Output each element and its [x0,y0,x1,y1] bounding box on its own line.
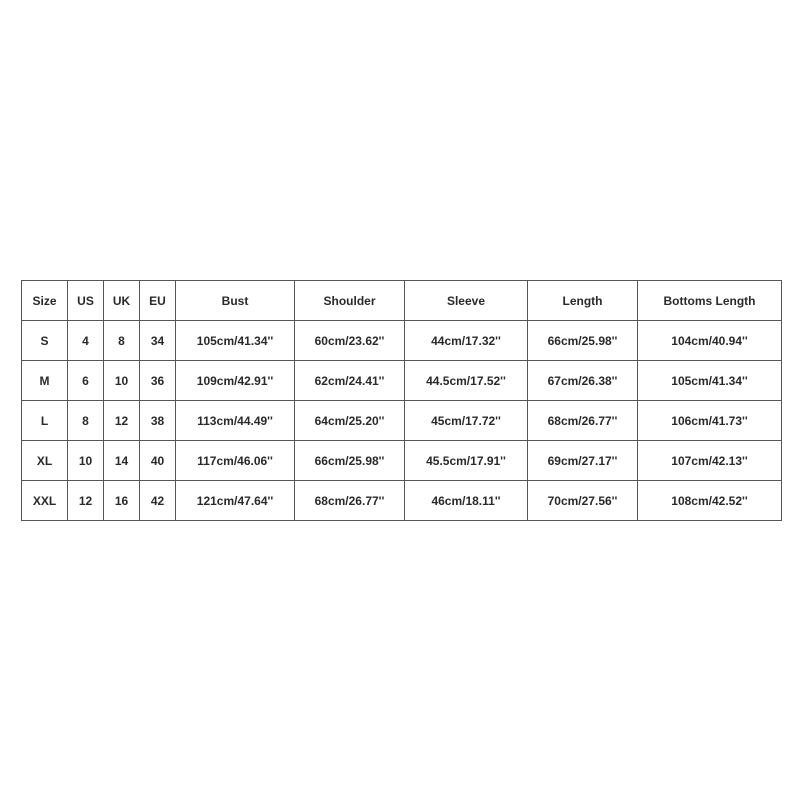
header-row [22,281,782,321]
cell-us: 4 [68,321,104,361]
cell-us: 6 [68,361,104,401]
cell-shoulder: 64cm/25.20'' [295,401,405,441]
cell-shoulder: 60cm/23.62'' [295,321,405,361]
cell-bottoms-length: 105cm/41.34'' [638,361,782,401]
cell-us: 12 [68,481,104,521]
table-row [22,481,782,521]
cell-sleeve: 46cm/18.11'' [405,481,528,521]
cell-shoulder: 68cm/26.77'' [295,481,405,521]
cell-length: 69cm/27.17'' [528,441,638,481]
header-uk: UK [104,281,140,321]
header-length: Length [528,281,638,321]
cell-bust: 105cm/41.34'' [176,321,295,361]
cell-eu: 36 [140,361,176,401]
cell-size: XL [22,441,68,481]
header-shoulder: Shoulder [295,281,405,321]
cell-bottoms-length: 107cm/42.13'' [638,441,782,481]
cell-bust: 121cm/47.64'' [176,481,295,521]
header-sleeve: Sleeve [405,281,528,321]
cell-length: 66cm/25.98'' [528,321,638,361]
cell-shoulder: 62cm/24.41'' [295,361,405,401]
cell-us: 10 [68,441,104,481]
table-row [22,361,782,401]
cell-bust: 109cm/42.91'' [176,361,295,401]
header-bottoms-length: Bottoms Length [638,281,782,321]
cell-bottoms-length: 106cm/41.73'' [638,401,782,441]
header-size: Size [22,281,68,321]
header-eu: EU [140,281,176,321]
cell-uk: 14 [104,441,140,481]
cell-us: 8 [68,401,104,441]
table-row [22,441,782,481]
cell-eu: 40 [140,441,176,481]
cell-uk: 8 [104,321,140,361]
cell-length: 68cm/26.77'' [528,401,638,441]
cell-sleeve: 44cm/17.32'' [405,321,528,361]
header-bust: Bust [176,281,295,321]
cell-uk: 12 [104,401,140,441]
cell-bust: 117cm/46.06'' [176,441,295,481]
cell-size: S [22,321,68,361]
table-row [22,321,782,361]
cell-eu: 34 [140,321,176,361]
cell-size: M [22,361,68,401]
cell-size: XXL [22,481,68,521]
cell-length: 70cm/27.56'' [528,481,638,521]
cell-eu: 38 [140,401,176,441]
table-row [22,401,782,441]
cell-bottoms-length: 104cm/40.94'' [638,321,782,361]
cell-bust: 113cm/44.49'' [176,401,295,441]
cell-bottoms-length: 108cm/42.52'' [638,481,782,521]
cell-sleeve: 44.5cm/17.52'' [405,361,528,401]
cell-shoulder: 66cm/25.98'' [295,441,405,481]
cell-eu: 42 [140,481,176,521]
cell-uk: 10 [104,361,140,401]
cell-length: 67cm/26.38'' [528,361,638,401]
cell-sleeve: 45.5cm/17.91'' [405,441,528,481]
header-us: US [68,281,104,321]
size-chart-table [21,280,782,521]
cell-uk: 16 [104,481,140,521]
cell-size: L [22,401,68,441]
cell-sleeve: 45cm/17.72'' [405,401,528,441]
